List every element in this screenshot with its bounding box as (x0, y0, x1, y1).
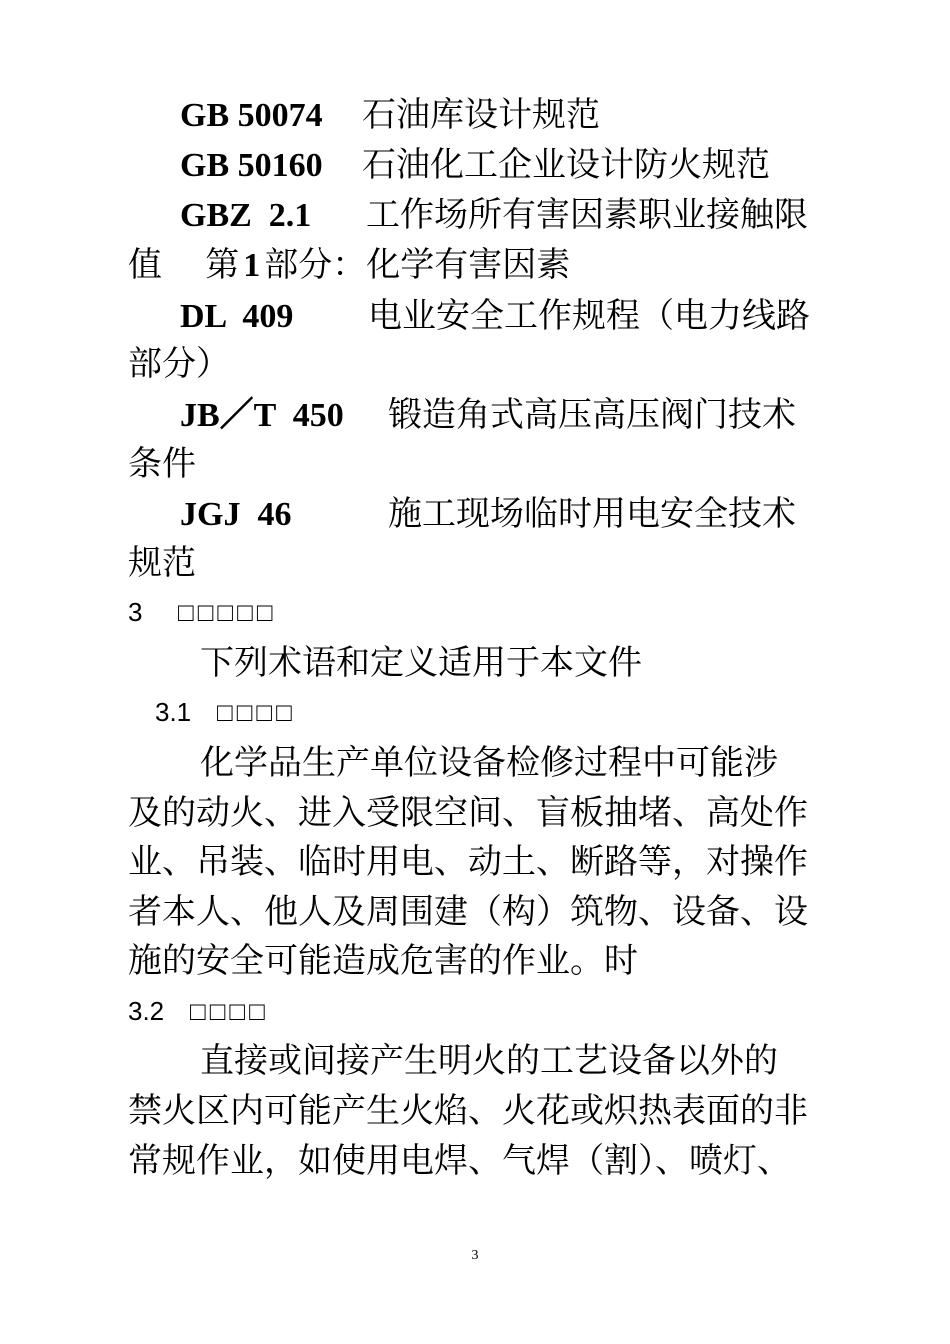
standard-item (128, 494, 828, 535)
subsection-heading (155, 696, 296, 728)
standard-code: JB／T 450 (180, 397, 344, 434)
paragraph-line: 直接或间接产生明火的工艺设备以外的 (200, 1041, 778, 1081)
section-intro: 下列术语和定义适用于本文件 (200, 643, 642, 683)
standard-title: 工作场所有害因素职业接触限 (366, 195, 808, 235)
subsection-title: □□□□ (190, 996, 269, 1026)
standard-item (128, 395, 828, 436)
standard-item-continuation: 部分） (128, 344, 230, 384)
standard-code: GB 50074 (180, 97, 323, 134)
standard-item (128, 296, 828, 337)
section-number: 3 (128, 597, 143, 627)
paragraph-line: 施的安全可能造成危害的作业。时 (128, 941, 638, 981)
standard-item-continuation: 规范 (128, 543, 196, 583)
section-title: □□□□□ (178, 597, 277, 627)
standard-item (128, 145, 828, 186)
paragraph-line: 禁火区内可能产生火焰、火花或炽热表面的非 (128, 1091, 808, 1131)
standard-item-continuation: 条件 (128, 444, 196, 484)
paragraph-line: 常规作业，如使用电焊、气焊（割）、喷灯、 (128, 1141, 791, 1181)
standard-title: 石油库设计规范 (362, 95, 600, 135)
subsection-heading (128, 995, 269, 1027)
standard-title: 施工现场临时用电安全技术 (388, 494, 796, 534)
standard-title: 电业安全工作规程（电力线路 (368, 296, 810, 336)
paragraph-line: 及的动火、进入受限空间、盲板抽堵、高处作 (128, 793, 808, 833)
standard-code: GBZ 2.1 (180, 197, 312, 234)
paragraph-line: 业、吊装、临时用电、动土、断路等，对操作 (128, 842, 808, 882)
standard-code: JGJ 46 (180, 496, 292, 533)
page-number: 3 (471, 1248, 479, 1263)
standard-title: 锻造角式高压高压阀门技术 (388, 395, 796, 435)
standard-item-continuation: 值 第 1 部分：化学有害因素 (128, 245, 571, 285)
standard-code: GB 50160 (180, 147, 323, 184)
paragraph-line: 化学品生产单位设备检修过程中可能涉 (200, 743, 778, 783)
section-heading (128, 596, 277, 628)
standard-code: DL 409 (180, 298, 294, 335)
subsection-title: □□□□ (217, 697, 296, 727)
paragraph-line: 者本人、他人及周围建（构）筑物、设备、设 (128, 892, 808, 932)
subsection-number: 3.1 (155, 697, 192, 727)
standard-title: 石油化工企业设计防火规范 (362, 145, 770, 185)
subsection-number: 3.2 (128, 996, 165, 1026)
standard-item (128, 195, 828, 236)
standard-item (128, 95, 828, 136)
